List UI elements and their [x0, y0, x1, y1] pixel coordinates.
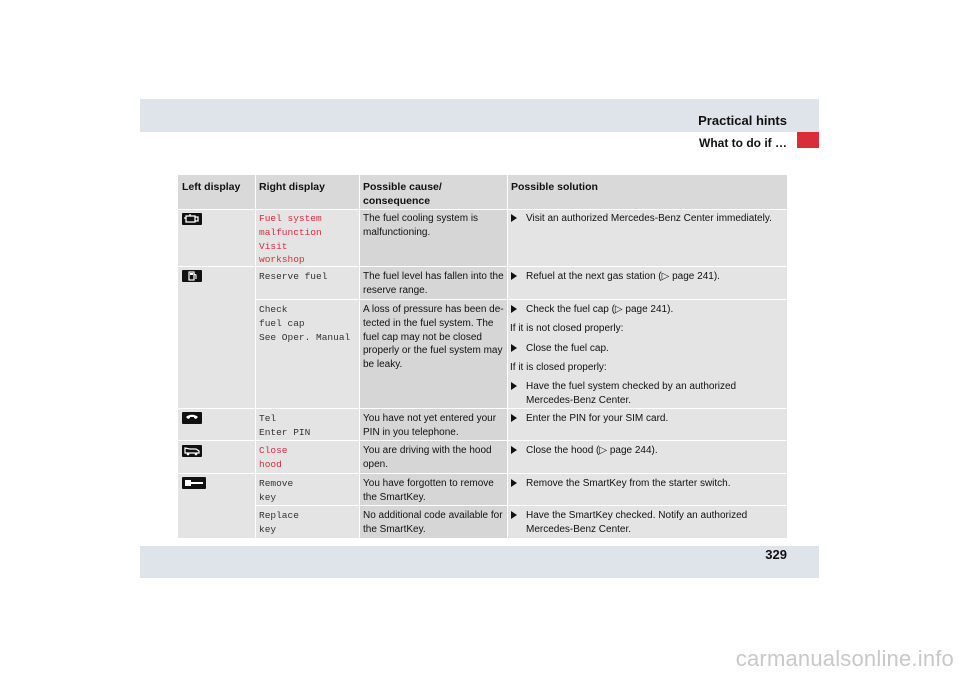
header-left-display: Left display	[182, 181, 241, 193]
condition-note: If it is not closed properly:	[510, 323, 624, 334]
right-display-text: Remove key	[259, 478, 294, 503]
bullet-arrow-icon	[511, 305, 517, 313]
cause-text: You have forgotten to remove the SmartKey.	[363, 478, 494, 503]
solution-step: Close the fuel cap.	[511, 342, 609, 356]
section-marker	[797, 132, 819, 148]
bullet-arrow-icon	[511, 414, 517, 422]
page-number: 329	[765, 547, 787, 562]
bullet-arrow-icon	[511, 344, 517, 352]
engine-icon	[182, 213, 202, 225]
header-cause: Possible cause/ consequence	[363, 181, 442, 207]
bullet-arrow-icon	[511, 479, 517, 487]
fuel-pump-icon	[182, 270, 202, 282]
header-solution: Possible solution	[511, 181, 598, 193]
condition-note: If it is closed properly:	[510, 362, 607, 373]
solution-step: Refuel at the next gas station (▷ page 241).	[511, 270, 720, 284]
car-hood-icon	[182, 445, 202, 457]
footer-band	[140, 546, 819, 578]
bullet-arrow-icon	[511, 511, 517, 519]
watermark: carmanualsonline.info	[735, 646, 954, 671]
section-subtitle: What to do if …	[699, 136, 787, 150]
solution-step: Visit an authorized Mercedes-Benz Center immediately.	[511, 212, 772, 226]
cause-text: No additional code available for the SmartKey.	[363, 510, 503, 535]
display-messages-table	[178, 175, 787, 538]
right-display-text: Close hood	[259, 445, 288, 470]
row-divider	[255, 505, 787, 506]
right-display-text: Tel Enter PIN	[259, 413, 311, 438]
phone-icon	[182, 412, 202, 424]
bullet-arrow-icon	[511, 446, 517, 454]
smartkey-icon	[182, 477, 206, 489]
solution-step: Enter the PIN for your SIM card.	[511, 412, 668, 426]
cause-text: You have not yet entered your PIN in you telephone.	[363, 413, 497, 438]
right-display-text: Reserve fuel	[259, 271, 328, 282]
solution-step: Check the fuel cap (▷ page 241).	[511, 303, 673, 317]
row-divider	[178, 209, 787, 210]
cause-text: The fuel cooling system is malfunctioning.	[363, 213, 479, 238]
right-display-text: Replace key	[259, 510, 299, 535]
cause-text: The fuel level has fallen into the reserve range.	[363, 271, 504, 296]
cause-text: A loss of pressure has been de-tected in the fuel system. The fuel cap may not be closed properly or the fuel system may be leaky.	[363, 304, 504, 371]
solution-step: Remove the SmartKey from the starter switch.	[511, 477, 731, 491]
right-display-text: Check fuel cap See Oper. Manual	[259, 304, 351, 343]
header-right-display: Right display	[259, 181, 325, 193]
row-divider	[178, 440, 787, 441]
cause-text: You are driving with the hood open.	[363, 445, 492, 470]
solution-step: Close the hood (▷ page 244).	[511, 444, 658, 458]
column-divider	[255, 175, 256, 538]
bullet-arrow-icon	[511, 272, 517, 280]
section-title: Practical hints	[698, 113, 787, 128]
right-display-text: Fuel system malfunction Visit workshop	[259, 213, 322, 266]
solution-step: Have the SmartKey checked. Notify an authorized Mercedes-Benz Center.	[511, 509, 747, 537]
column-divider	[359, 175, 360, 538]
row-divider	[178, 408, 787, 409]
bullet-arrow-icon	[511, 382, 517, 390]
row-divider	[178, 473, 787, 474]
row-divider	[255, 299, 787, 300]
solution-step: Have the fuel system checked by an authorized Mercedes-Benz Center.	[511, 380, 736, 408]
bullet-arrow-icon	[511, 214, 517, 222]
